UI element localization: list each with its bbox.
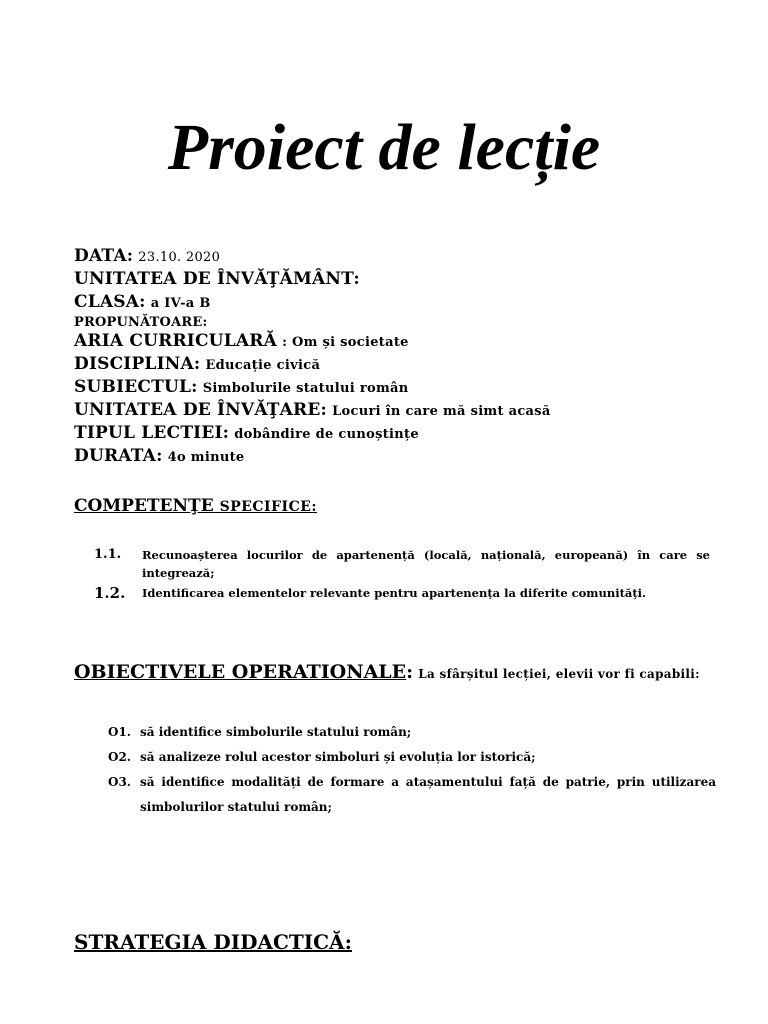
meta-durata-label: DURATA:	[74, 446, 163, 466]
meta-data-value: 23.10. 2020	[138, 250, 221, 265]
obiectiv-text: să analizeze rolul acestor simboluri și evoluția lor istorică;	[140, 750, 536, 764]
meta-subiectul-label: SUBIECTUL:	[74, 377, 198, 397]
obiectiv-text: să identifice modalități de formare a atașamentului față de patrie, prin utilizarea simbolurilor statului român;	[140, 775, 716, 814]
meta-aria-label: ARIA CURRICULARĂ	[74, 331, 277, 351]
obiective-heading: OBIECTIVELE OPERATIONALE	[74, 661, 407, 683]
meta-durata-value: 4o minute	[167, 450, 245, 465]
meta-unitatea-invatare-label: UNITATEA DE ÎNVĂŢARE:	[74, 400, 327, 420]
strategia-heading: STRATEGIA DIDACTICĂ:	[74, 930, 352, 954]
meta-unitatea-row	[74, 267, 724, 290]
meta-disciplina-value: Educație civică	[205, 358, 321, 373]
competenta-text: Recunoașterea locurilor de apartenență (locală, națională, europeană) în care se integrează;	[142, 548, 710, 580]
competente-heading-main: COMPETENŢE	[74, 496, 214, 516]
obiectiv-item	[108, 745, 716, 770]
meta-data-row	[74, 244, 724, 267]
meta-aria-value: : Om și societate	[282, 335, 409, 350]
meta-propunatoare-row	[74, 313, 724, 329]
obiectiv-item	[108, 770, 716, 820]
meta-durata-row	[74, 444, 724, 467]
meta-tipul-row	[74, 421, 724, 444]
competenta-item	[94, 584, 710, 602]
meta-aria-row	[74, 329, 724, 352]
meta-unitatea-label: UNITATEA DE ÎNVĂŢĂMÂNT:	[74, 269, 360, 289]
lesson-metadata	[74, 244, 724, 467]
meta-disciplina-row	[74, 352, 724, 375]
meta-clasa-row	[74, 290, 724, 313]
obiective-list	[108, 720, 716, 820]
meta-clasa-value: a IV-a B	[150, 296, 211, 311]
meta-disciplina-label: DISCIPLINA:	[74, 354, 201, 374]
meta-unitatea-invatare-value: Locuri în care mă simt acasă	[332, 404, 551, 419]
meta-tipul-label: TIPUL LECTIEI:	[74, 423, 230, 443]
competente-heading	[74, 496, 317, 516]
meta-propunatoare-label: PROPUNĂTOARE:	[74, 315, 208, 330]
document-title: Proiect de lecție	[167, 111, 601, 184]
obiectiv-code: O1.	[108, 725, 131, 739]
competenta-number: 1.1.	[94, 547, 122, 562]
competente-list	[94, 546, 710, 604]
meta-subiectul-row	[74, 375, 724, 398]
meta-unitatea-invatare-row	[74, 398, 724, 421]
obiectiv-code: O2.	[108, 750, 131, 764]
obiectiv-text: să identifice simbolurile statului român;	[140, 725, 412, 739]
competente-heading-rest: SPECIFICE:	[219, 499, 318, 515]
obiective-heading-colon: :	[406, 661, 414, 683]
obiective-intro: La sfârșitul lecției, elevii vor fi capabili:	[418, 667, 700, 681]
obiectiv-code: O3.	[108, 775, 131, 789]
obiectiv-item	[108, 720, 716, 745]
meta-tipul-value: dobândire de cunoștințe	[234, 427, 419, 442]
meta-subiectul-value: Simbolurile statului român	[202, 381, 409, 396]
obiective-heading-paragraph	[74, 660, 714, 686]
competenta-item	[94, 546, 710, 582]
meta-data-label: DATA:	[74, 246, 134, 266]
competenta-text: Identificarea elementelor relevante pentru apartenența la diferite comunități.	[142, 586, 647, 600]
meta-clasa-label: CLASA:	[74, 292, 146, 312]
competenta-number: 1.2.	[94, 584, 126, 602]
